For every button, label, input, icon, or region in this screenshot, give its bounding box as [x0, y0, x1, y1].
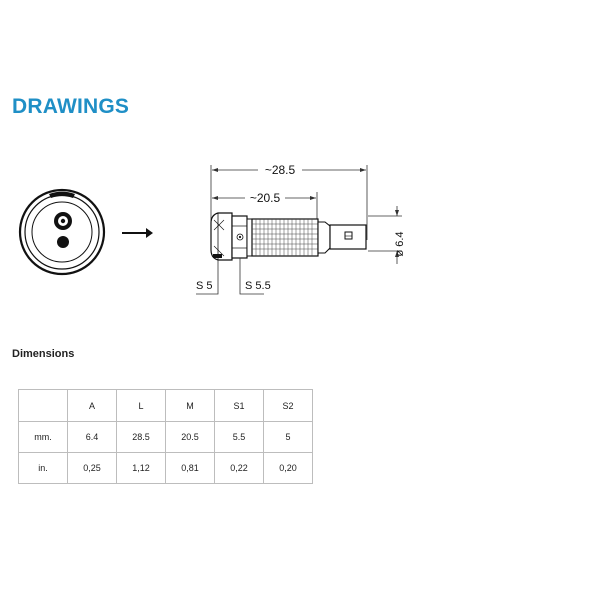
wrench-size-s2-label: S 5.5: [245, 280, 271, 292]
section-title: Dimensions: [12, 348, 75, 360]
connector-drawing: [0, 150, 600, 310]
table-cell: 0,25: [68, 453, 117, 484]
dim-overall-label: ~28.5: [264, 163, 296, 177]
page-title: DRAWINGS: [12, 95, 130, 118]
dim-diameter-label: ø 6.4: [394, 231, 406, 257]
table-header-cell: M: [166, 390, 215, 422]
table-cell: 28.5: [117, 422, 166, 453]
dim-body-label: ~20.5: [249, 191, 281, 205]
table-cell: 0,81: [166, 453, 215, 484]
technical-drawing: [0, 150, 600, 310]
table-cell: 5: [264, 422, 313, 453]
table-header-cell: S1: [215, 390, 264, 422]
table-header-cell: A: [68, 390, 117, 422]
table-cell: 5.5: [215, 422, 264, 453]
dimensions-table: [18, 389, 313, 484]
front-view: [20, 190, 104, 274]
table-cell: 0,20: [264, 453, 313, 484]
side-view: [211, 213, 366, 260]
table-cell: 0,22: [215, 453, 264, 484]
table-header-cell: [19, 390, 68, 422]
table-row: [19, 422, 313, 453]
table-cell: mm.: [19, 422, 68, 453]
table-cell: 20.5: [166, 422, 215, 453]
table-cell: 6.4: [68, 422, 117, 453]
table-row: [19, 453, 313, 484]
table-cell: in.: [19, 453, 68, 484]
arrow-right-icon: [122, 228, 153, 238]
table-header-cell: L: [117, 390, 166, 422]
table-header-row: [19, 390, 313, 422]
table-header-cell: S2: [264, 390, 313, 422]
wrench-size-s1-label: S 5: [196, 280, 213, 292]
table-cell: 1,12: [117, 453, 166, 484]
